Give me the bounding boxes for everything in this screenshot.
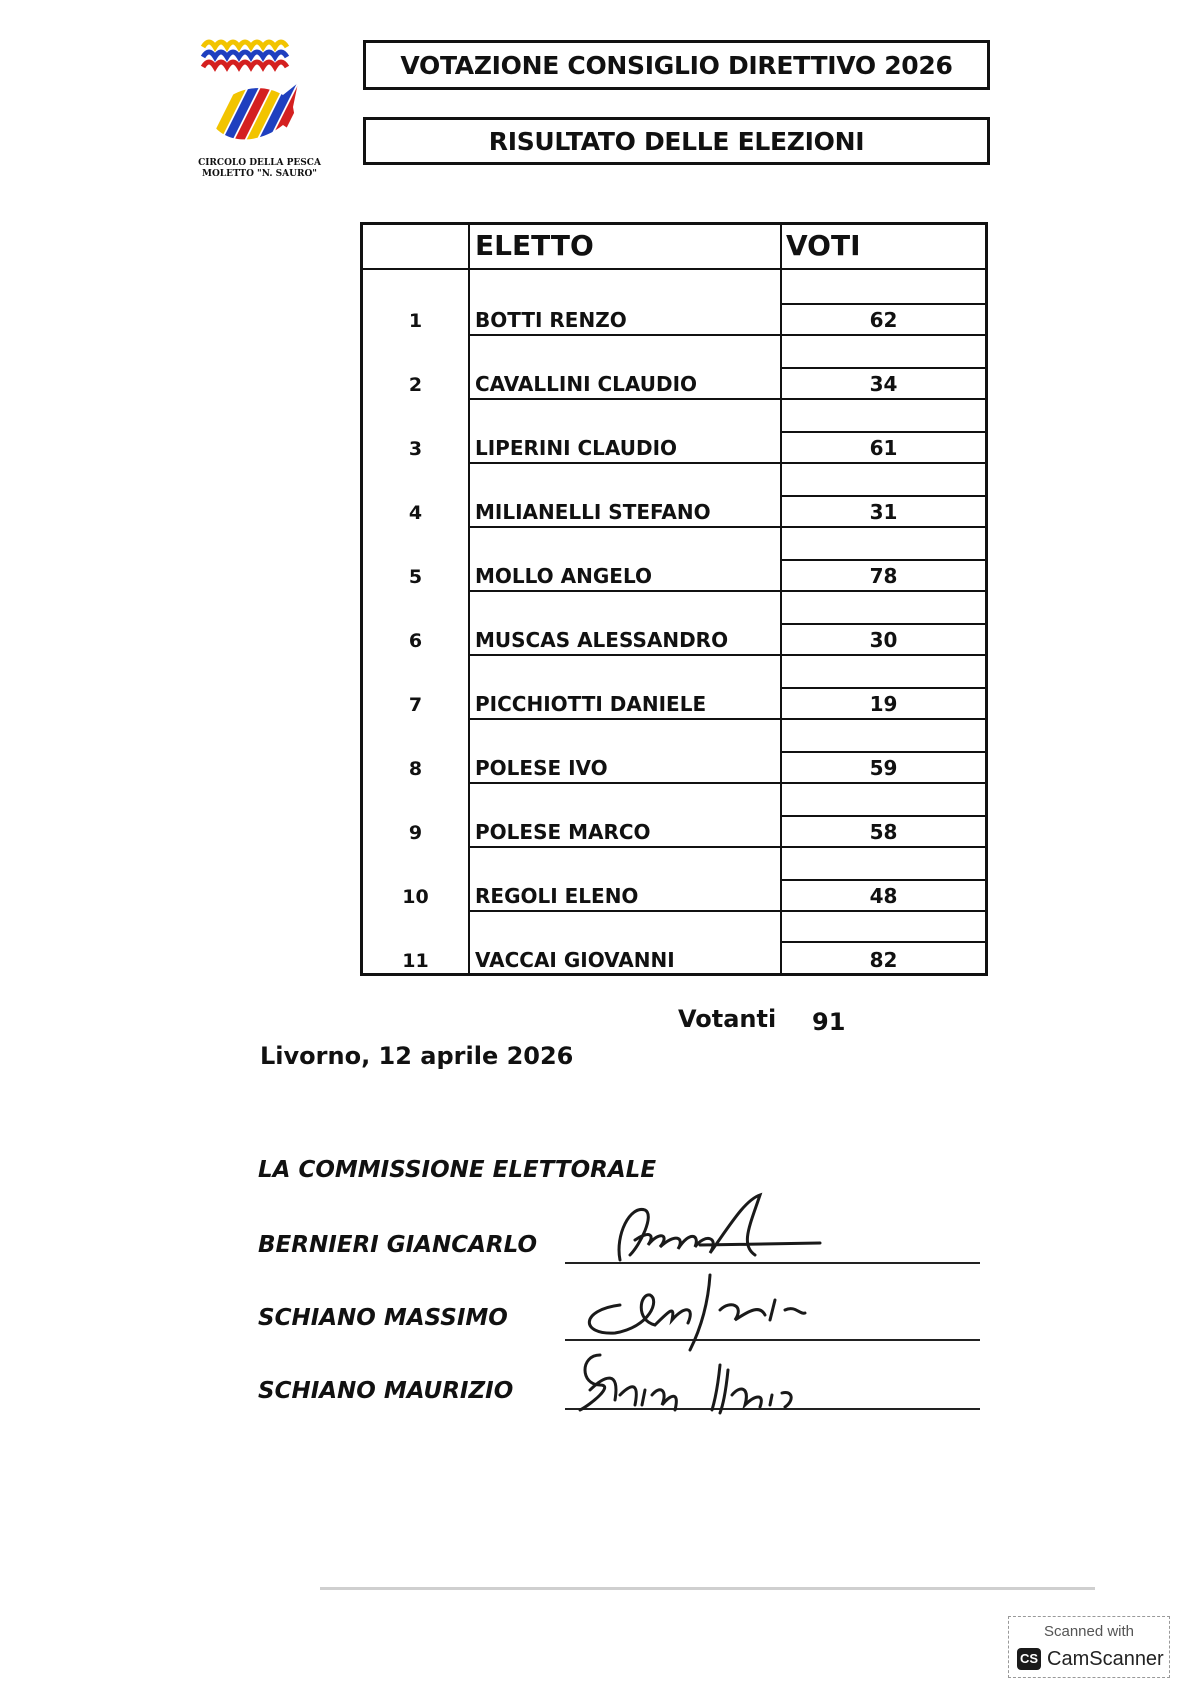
candidate-name: MILIANELLI STEFANO <box>475 500 711 524</box>
row-number: 9 <box>408 822 423 844</box>
signature-schiano-maurizio-icon <box>560 1335 960 1425</box>
vote-count: 78 <box>869 564 898 588</box>
vote-count: 31 <box>869 500 898 524</box>
table-row <box>363 846 985 910</box>
candidate-name: POLESE IVO <box>475 756 608 780</box>
logo-caption <box>198 158 321 180</box>
vote-count: 58 <box>869 820 898 844</box>
row-number: 1 <box>408 310 423 332</box>
candidate-name: POLESE MARCO <box>475 820 651 844</box>
results-table <box>360 222 988 976</box>
row-number: 5 <box>408 566 423 588</box>
scanner-top-text: Scanned with <box>1043 1623 1135 1640</box>
table-row <box>363 654 985 718</box>
vote-count: 48 <box>869 884 898 908</box>
votanti-value: 91 <box>812 1008 846 1036</box>
vote-box <box>782 879 985 912</box>
vote-box <box>782 687 985 720</box>
row-number: 2 <box>408 374 423 396</box>
row-number: 7 <box>408 694 423 716</box>
vote-count: 61 <box>869 436 898 460</box>
row-number: 8 <box>408 758 423 780</box>
table-row <box>363 526 985 590</box>
place-date: Livorno, 12 aprile 2026 <box>260 1042 574 1070</box>
table-row <box>363 782 985 846</box>
table-row <box>363 590 985 654</box>
document-subtitle: RISULTATO DELLE ELEZIONI <box>363 117 990 165</box>
vote-box <box>782 495 985 528</box>
candidate-name: LIPERINI CLAUDIO <box>475 436 678 460</box>
signature-bernieri-icon <box>560 1185 960 1275</box>
vote-box <box>782 559 985 592</box>
row-number: 11 <box>402 950 429 972</box>
column-header-eletto: ELETTO <box>475 229 594 262</box>
vote-box <box>782 431 985 464</box>
camscanner-logo-icon: CS <box>1017 1648 1041 1670</box>
vote-box <box>782 303 985 336</box>
scanner-name: CamScanner <box>1047 1648 1164 1670</box>
row-number: 10 <box>402 886 429 908</box>
vote-count: 19 <box>869 692 898 716</box>
table-row <box>363 270 985 334</box>
row-number: 3 <box>408 438 423 460</box>
committee-member: BERNIERI GIANCARLO <box>258 1232 538 1258</box>
candidate-name: CAVALLINI CLAUDIO <box>475 372 698 396</box>
candidate-name: REGOLI ELENO <box>475 884 639 908</box>
vote-box <box>782 623 985 656</box>
vote-box <box>782 815 985 848</box>
table-row <box>363 462 985 526</box>
votanti-label: Votanti <box>678 1005 777 1033</box>
vote-count: 59 <box>869 756 898 780</box>
candidate-name: MUSCAS ALESSANDRO <box>475 628 729 652</box>
column-header-voti: VOTI <box>786 229 861 262</box>
candidate-name: BOTTI RENZO <box>475 308 627 332</box>
vote-count: 34 <box>869 372 898 396</box>
vote-box <box>782 367 985 400</box>
vote-box <box>782 751 985 784</box>
committee-member: SCHIANO MAURIZIO <box>258 1378 514 1404</box>
vote-count: 82 <box>869 948 898 972</box>
table-row <box>363 334 985 398</box>
vote-box-top <box>782 941 985 943</box>
candidate-name: MOLLO ANGELO <box>475 564 652 588</box>
candidate-name: VACCAI GIOVANNI <box>475 948 675 972</box>
page-divider <box>320 1587 1095 1590</box>
logo-caption-line-1: CIRCOLO DELLA PESCA <box>198 158 321 168</box>
document-title: VOTAZIONE CONSIGLIO DIRETTIVO 2026 <box>363 40 990 90</box>
table-row <box>363 910 985 974</box>
candidate-name: PICCHIOTTI DANIELE <box>475 692 707 716</box>
vote-count: 62 <box>869 308 898 332</box>
scanner-badge <box>1008 1616 1170 1678</box>
committee-member: SCHIANO MASSIMO <box>258 1305 508 1331</box>
logo-caption-line-2: MOLETTO "N. SAURO" <box>202 169 317 179</box>
vote-count: 30 <box>869 628 898 652</box>
row-number: 6 <box>408 630 423 652</box>
table-row <box>363 398 985 462</box>
row-number: 4 <box>408 502 423 524</box>
table-row <box>363 718 985 782</box>
committee-title: LA COMMISSIONE ELETTORALE <box>258 1157 657 1183</box>
